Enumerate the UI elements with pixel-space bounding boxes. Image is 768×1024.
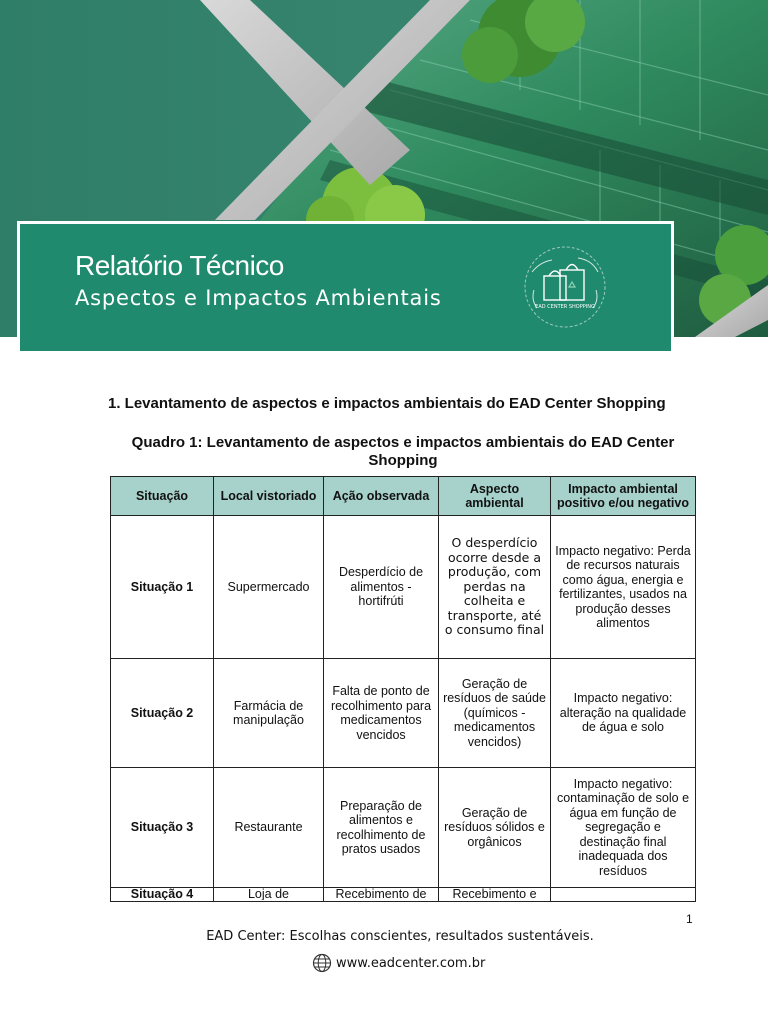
cell-impacto <box>551 888 696 902</box>
page-number: 1 <box>686 912 693 926</box>
column-header-local: Local vistoriado <box>214 477 324 516</box>
cell-local <box>214 888 324 902</box>
cell-text: Recebimento de <box>335 888 427 900</box>
cell-situacao: Situação 1 <box>111 516 214 659</box>
aspects-impacts-table <box>110 476 696 902</box>
table-row <box>111 768 696 888</box>
brand-logo <box>520 242 610 332</box>
report-subtitle: Aspectos e Impactos Ambientais <box>75 286 442 310</box>
table-row <box>111 516 696 659</box>
column-header-acao: Ação observada <box>324 477 439 516</box>
cell-impacto: Impacto negativo: alteração na qualidade de água e solo <box>551 659 696 768</box>
cell-acao: Falta de ponto de recolhimento para medicamentos vencidos <box>324 659 439 768</box>
cell-situacao: Situação 2 <box>111 659 214 768</box>
cell-aspecto: Geração de resíduos sólidos e orgânicos <box>439 768 551 888</box>
section-heading: 1. Levantamento de aspectos e impactos ambientais do EAD Center Shopping <box>108 395 666 412</box>
cell-aspecto: Geração de resíduos de saúde (químicos - medicamentos vencidos) <box>439 659 551 768</box>
cell-impacto: Impacto negativo: contaminação de solo e água em função de segregação e destinação final inadequada dos resíduos <box>551 768 696 888</box>
cell-text: Situação 4 <box>130 888 194 900</box>
globe-icon <box>312 953 332 973</box>
website-link[interactable]: www.eadcenter.com.br <box>336 955 486 971</box>
cell-text: Loja de <box>247 888 289 900</box>
column-header-situacao: Situação <box>111 477 214 516</box>
cell-impacto: Impacto negativo: Perda de recursos naturais como água, energia e fertilizantes, usados na produção desses alimentos <box>551 516 696 659</box>
cell-situacao: Situação 3 <box>111 768 214 888</box>
cell-situacao <box>111 888 214 902</box>
title-card <box>17 221 674 354</box>
footer-website[interactable] <box>312 953 485 973</box>
table-caption: Quadro 1: Levantamento de aspectos e impactos ambientais do EAD Center Shopping <box>131 434 675 469</box>
cell-text <box>555 888 691 900</box>
cell-aspecto <box>439 888 551 902</box>
table-row <box>111 888 696 902</box>
title-card-body <box>20 224 671 351</box>
footer-tagline: EAD Center: Escolhas conscientes, resultados sustentáveis. <box>206 929 594 944</box>
column-header-impacto: Impacto ambiental positivo e/ou negativo <box>551 477 696 516</box>
cell-acao: Preparação de alimentos e recolhimento de pratos usados <box>324 768 439 888</box>
table-header-row <box>111 477 696 516</box>
column-header-aspecto: Aspecto ambiental <box>439 477 551 516</box>
cell-text: Recebimento e <box>452 888 537 900</box>
table-row <box>111 659 696 768</box>
logo-wordmark: EAD CENTER SHOPPING <box>535 304 595 310</box>
cell-local: Restaurante <box>214 768 324 888</box>
shopping-bag-icon <box>520 242 610 332</box>
cell-acao: Desperdício de alimentos - hortifrúti <box>324 516 439 659</box>
cell-acao <box>324 888 439 902</box>
cell-local: Farmácia de manipulação <box>214 659 324 768</box>
cell-local: Supermercado <box>214 516 324 659</box>
cell-aspecto: O desperdício ocorre desde a produção, com perdas na colheita e transporte, até o consumo final <box>439 516 551 659</box>
report-title: Relatório Técnico <box>75 250 284 281</box>
